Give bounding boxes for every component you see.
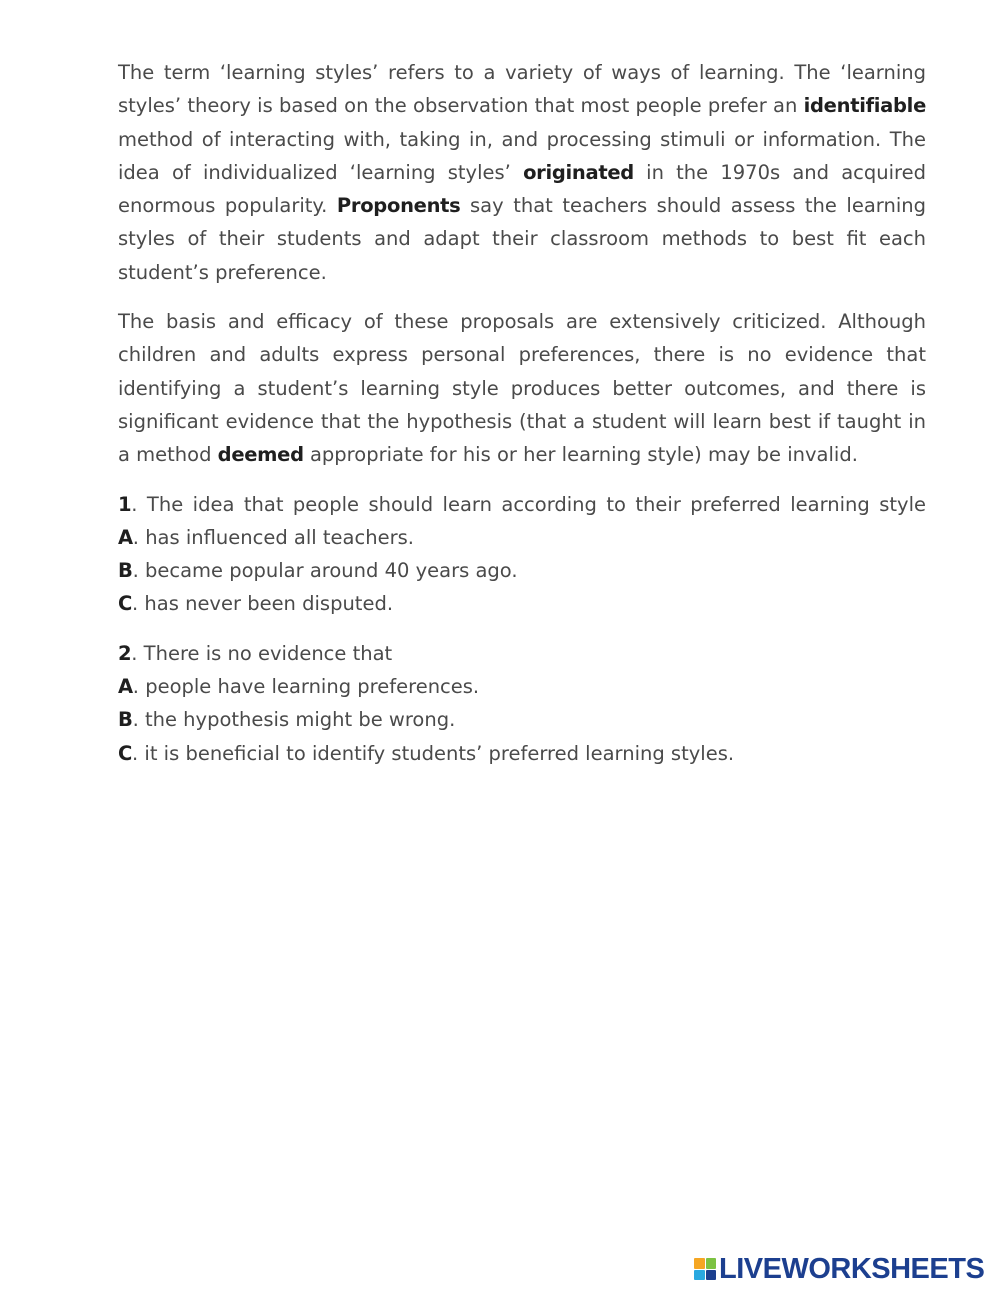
para1-text-3: in the 1970s and acquired enormous popularity. xyxy=(118,160,927,218)
keyword-originated: originated xyxy=(523,160,634,184)
logo-wordmark: LIVEWORKSHEETS xyxy=(719,1253,985,1285)
option-text: . has never been disputed. xyxy=(132,592,394,616)
option-letter: A xyxy=(118,525,133,549)
keyword-identifiable: identifiable xyxy=(803,94,926,118)
reading-paragraph-2 xyxy=(118,305,926,471)
para1-text-4: say that teachers should assess the learning styles of their students and adapt their classroom methods to best fit each student’s preference. xyxy=(118,194,926,284)
question-1-option-a[interactable] xyxy=(118,521,926,554)
option-text: . became popular around 40 years ago. xyxy=(132,559,518,583)
logo-tile-4 xyxy=(706,1270,717,1281)
option-letter: C xyxy=(118,592,133,616)
option-text: . people have learning preferences. xyxy=(132,675,480,699)
question-2-number: 2 xyxy=(118,641,132,665)
logo-tile-1 xyxy=(694,1258,705,1269)
para2-text-1: The basis and efficacy of these proposals are extensively criticized. Although children and adults express personal preferences, there is no evidence that identifying a student’s learning style produces better outcomes, and there is significant evidence that the hypothesis (that a student will learn best if taught in a method xyxy=(118,310,926,467)
option-letter: B xyxy=(118,559,133,583)
option-letter: B xyxy=(118,708,133,732)
question-1 xyxy=(118,488,926,621)
question-2-option-a[interactable] xyxy=(118,670,926,703)
logo-tile-2 xyxy=(706,1258,717,1269)
option-text: . the hypothesis might be wrong. xyxy=(132,708,456,732)
question-1-text: . The idea that people should learn according to their preferred learning style xyxy=(131,492,926,516)
question-2 xyxy=(118,637,926,770)
question-2-stem xyxy=(118,637,926,670)
liveworksheets-logo xyxy=(694,1255,984,1283)
option-letter: A xyxy=(118,675,133,699)
question-1-option-b[interactable] xyxy=(118,554,926,587)
question-2-text: . There is no evidence that xyxy=(131,641,393,665)
option-letter: C xyxy=(118,741,133,765)
liveworksheets-logo-icon xyxy=(694,1258,716,1280)
question-2-option-b[interactable] xyxy=(118,703,926,736)
para2-text-2: appropriate for his or her learning style) may be invalid. xyxy=(303,443,858,467)
keyword-deemed: deemed xyxy=(217,443,304,467)
question-1-number: 1 xyxy=(118,492,132,516)
keyword-proponents: Proponents xyxy=(336,194,461,218)
option-text: . has influenced all teachers. xyxy=(132,525,414,549)
logo-tile-3 xyxy=(694,1270,705,1281)
question-1-stem xyxy=(118,488,926,521)
question-2-option-c[interactable] xyxy=(118,737,926,770)
question-1-option-c[interactable] xyxy=(118,587,926,620)
para1-text-1: The term ‘learning styles’ refers to a variety of ways of learning. The ‘learning styles’ theory is based on the observation that most people prefer an xyxy=(118,61,926,118)
worksheet-page xyxy=(118,56,926,786)
para1-text-2: method of interacting with, taking in, and processing stimuli or information. The idea of individualized ‘learning styles’ xyxy=(118,127,926,184)
reading-paragraph-1 xyxy=(118,56,926,289)
option-text: . it is beneficial to identify students’ preferred learning styles. xyxy=(132,741,735,765)
